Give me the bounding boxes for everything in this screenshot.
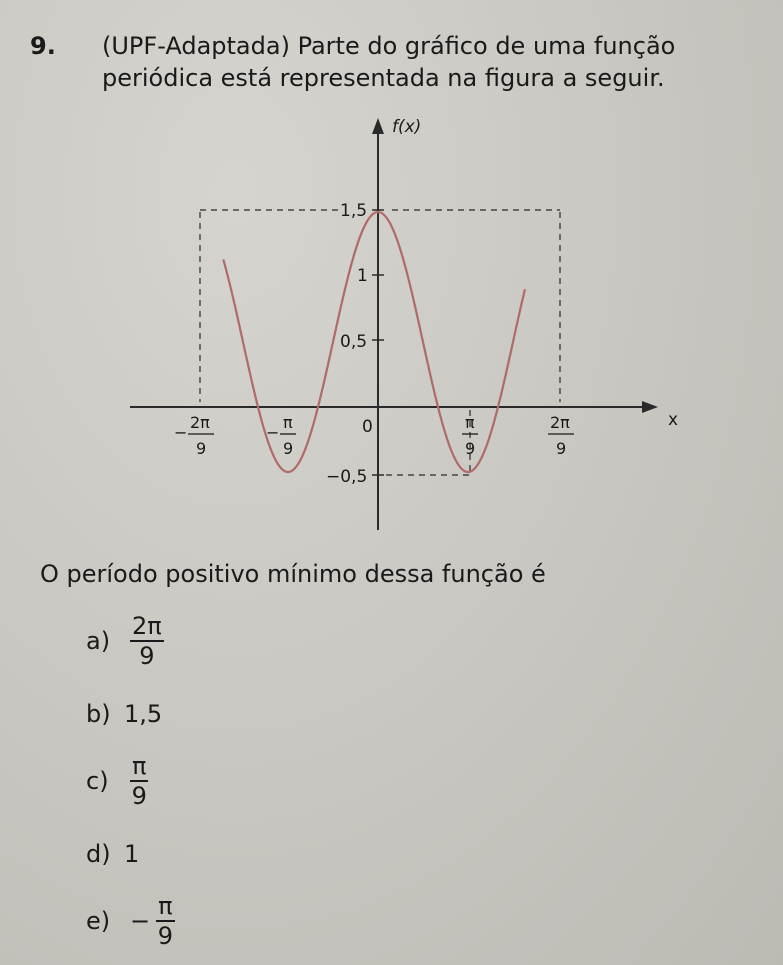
option-e[interactable] [86, 892, 175, 950]
function-graph [130, 110, 690, 540]
prompt-text: O período positivo mínimo dessa função é [40, 560, 546, 588]
question-text [102, 30, 762, 94]
option-letter: d) [86, 840, 111, 868]
svg-text:9: 9 [465, 439, 476, 458]
option-value: 1 [124, 840, 140, 868]
y-axis-label: f(x) [392, 117, 422, 137]
option-fraction: $\frac{\pi}{9}$ [157, 892, 173, 950]
svg-text:9: 9 [283, 439, 294, 458]
option-letter: b) [86, 700, 111, 728]
option-c[interactable] [86, 752, 148, 810]
x-axis-arrow [642, 401, 658, 413]
y-tick-label-1: 1 [357, 266, 368, 286]
svg-text:2π: 2π [550, 413, 570, 432]
option-letter: e) [86, 907, 111, 935]
y-tick-label-0-5: 0,5 [340, 332, 368, 352]
option-d[interactable] [86, 840, 139, 868]
svg-text:−: − [266, 423, 280, 442]
y-tick-label-1-5: 1,5 [340, 201, 368, 221]
option-fraction: $\frac{2\pi}{9}$ [132, 612, 162, 670]
option-value: 1,5 [124, 700, 163, 728]
question-line-1: (UPF-Adaptada) Parte do gráfico de uma função [102, 32, 676, 60]
y-tick-label-neg-0-5: −0,5 [326, 467, 368, 487]
option-a[interactable] [86, 612, 164, 670]
y-tick-label-0: 0 [362, 417, 373, 437]
dashed-guides [200, 210, 560, 475]
question-number: 9. [30, 32, 56, 60]
svg-text:2π: 2π [190, 413, 210, 432]
option-b[interactable] [86, 700, 162, 728]
x-tick-neg-2pi-9 [174, 413, 214, 458]
x-tick-2pi-9 [548, 413, 574, 458]
svg-text:9: 9 [556, 439, 567, 458]
x-axis-label: x [668, 410, 679, 430]
y-axis-arrow [372, 118, 384, 134]
svg-text:π: π [283, 413, 293, 432]
svg-text:π: π [465, 413, 475, 432]
option-letter: c) [86, 767, 109, 795]
option-letter: a) [86, 627, 111, 655]
question-line-2: periódica está representada na figura a seguir. [102, 64, 665, 92]
option-sign: − [130, 907, 151, 935]
option-fraction: $\frac{\pi}{9}$ [131, 752, 147, 810]
svg-text:9: 9 [196, 439, 207, 458]
svg-text:−: − [174, 423, 188, 442]
